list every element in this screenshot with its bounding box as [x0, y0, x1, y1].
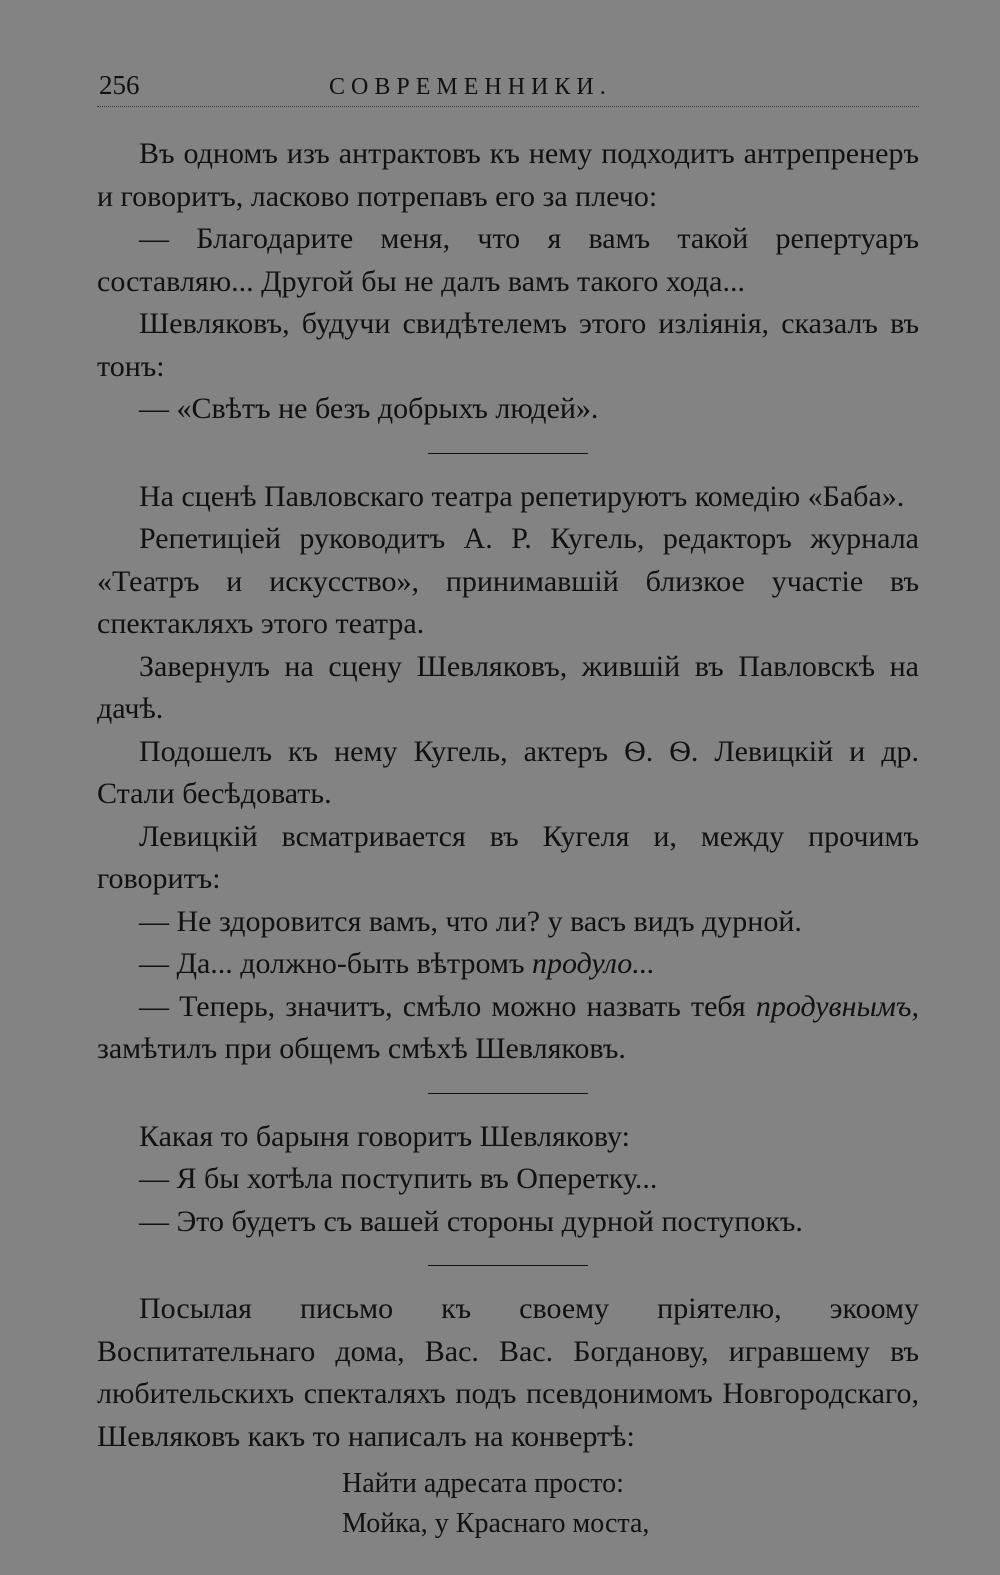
italic-text: продувнымъ, — [755, 989, 919, 1023]
paragraph — [97, 986, 919, 1071]
dialogue-text: — Теперь, значитъ, смѣло можно назвать тебя — [139, 989, 756, 1023]
paragraph: — «Свѣтъ не безъ добрыхъ людей». — [139, 392, 599, 425]
paragraph: Посылая письмо къ своему пріятелю, экоому Воспитательнаго дома, Вас. Вас. Богданову, игравшему въ любительскихъ спекталяхъ подъ псевдонимомъ Новгородскаго, Шевляковъ какъ то написалъ на конвертѣ: — [97, 1292, 919, 1453]
dialogue-text: — Да... должно-быть вѣтромъ — [139, 947, 532, 980]
verse-line: Мойка, у Краснаго моста, — [342, 1508, 650, 1539]
paragraph: Въ одномъ изъ антрактовъ къ нему подходитъ антрепренеръ и говоритъ, ласково потрепавъ его за плечо: — [97, 137, 919, 213]
running-title: СОВРЕМЕННИКИ. — [329, 74, 612, 100]
paragraph — [97, 943, 919, 986]
section-divider — [428, 453, 588, 454]
book-page — [97, 70, 919, 1544]
body-text — [97, 133, 919, 1544]
section-divider — [428, 1093, 588, 1094]
section-divider — [428, 1265, 588, 1266]
paragraph: — Это будетъ съ вашей стороны дурной поступокъ. — [139, 1204, 803, 1238]
paragraph: На сценѣ Павловскаго театра репетируютъ комедію «Баба». — [139, 479, 905, 513]
paragraph: Левицкій всматривается въ Кугеля и, между прочимъ говоритъ: — [97, 819, 919, 895]
paragraph: Подошелъ къ нему Кугель, актеръ Ѳ. Ѳ. Левицкій и др. Стали бесѣдовать. — [97, 734, 919, 810]
verse-line: Найти адресата просто: — [342, 1468, 624, 1499]
paragraph: Какая то барыня говоритъ Шевлякову: — [139, 1119, 630, 1153]
paragraph: — Я бы хотѣла поступить въ Оперетку... — [139, 1162, 658, 1195]
italic-text: продуло... — [531, 947, 655, 980]
verse — [342, 1464, 919, 1544]
paragraph: — Благодарите меня, что я вамъ такой репертуаръ составляю... Другой бы не далъ вамъ такого хода... — [97, 222, 919, 298]
running-head — [97, 70, 919, 107]
page-number: 256 — [99, 70, 140, 100]
paragraph: Шевляковъ, будучи свидѣтелемъ этого изліянія, сказалъ въ тонъ: — [97, 307, 919, 383]
paragraph: Репетиціей руководитъ А. Р. Кугель, редакторъ журнала «Театръ и искусство», принимавшій близкое участіе въ спектакляхъ этого театра. — [97, 522, 919, 640]
paragraph: — Не здоровится вамъ, что ли? у васъ видъ дурной. — [139, 904, 802, 938]
dialogue-text: замѣтилъ при общемъ смѣхѣ Шевляковъ. — [97, 1032, 626, 1065]
paragraph: Завернулъ на сцену Шевляковъ, жившій въ Павловскѣ на дачѣ. — [97, 649, 919, 725]
